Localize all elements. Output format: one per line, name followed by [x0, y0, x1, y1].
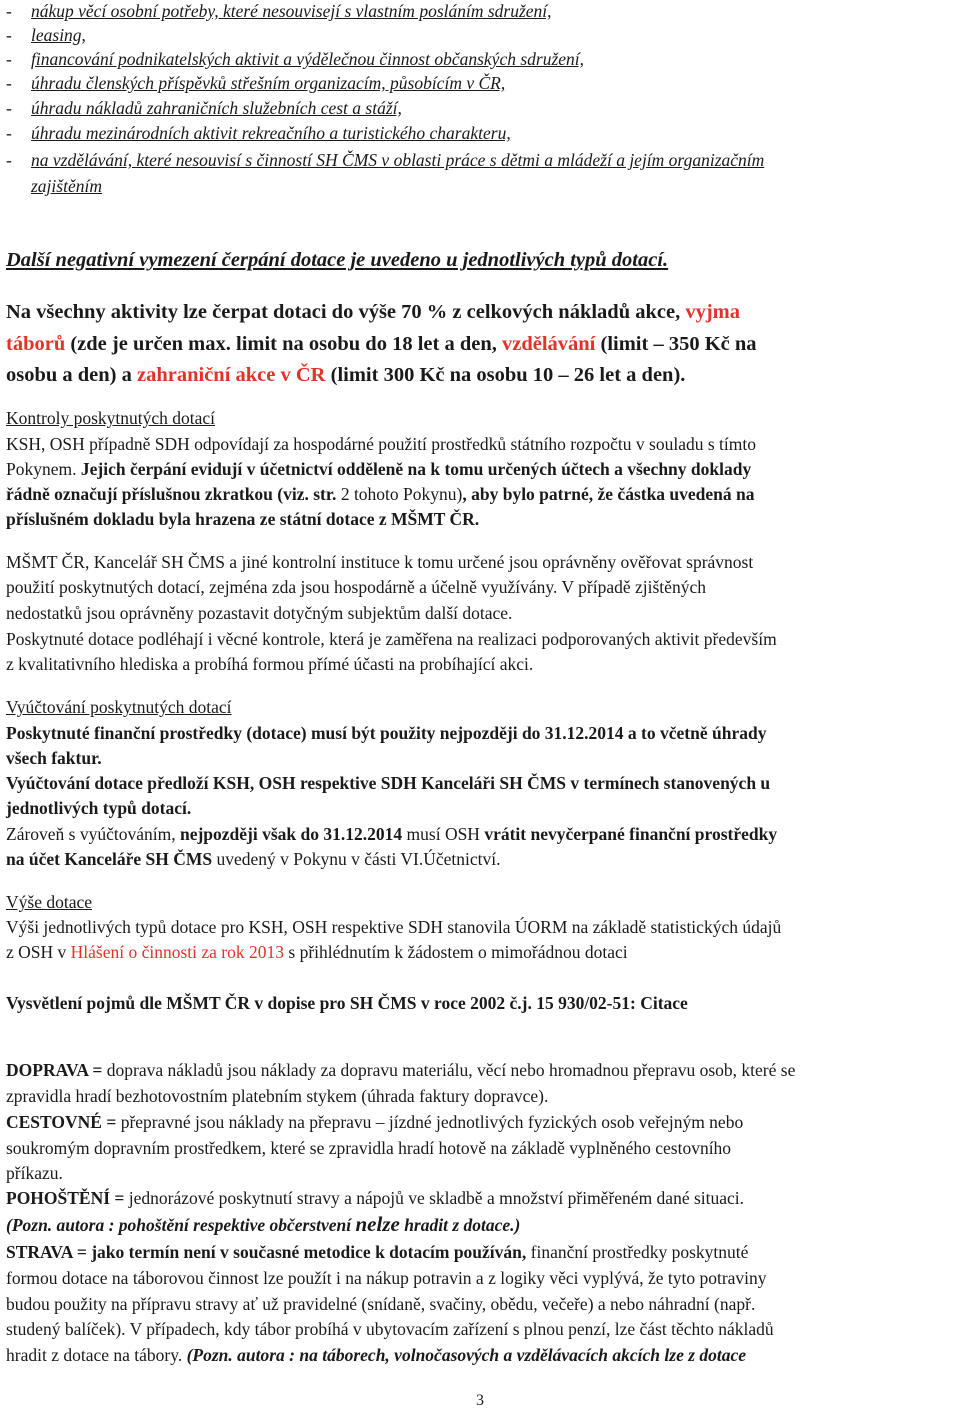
- vyuctovani-text: Poskytnuté finanční prostředky (dotace) musí být použity nejpozději do 31.12.2014 a to včetně úhrady: [6, 723, 767, 743]
- strava-definition: studený balíček). V případech, kdy tábor probíhá v ubytovacím zařízení s plnou penzí, lze část těchto nákladů: [6, 1319, 774, 1339]
- negative-limits-heading: Další negativní vymezení čerpání dotace je uvedeno u jednotlivých typů dotací.: [6, 249, 669, 271]
- kontroly-text: řádně označují příslušnou zkratkou (viz. str. 2 tohoto Pokynu), aby bylo patrné, že částka uvedená na: [6, 484, 755, 504]
- strava-definition: STRAVA = jako termín není v současné metodice k dotacím používán, finanční prostředky poskytnuté: [6, 1242, 749, 1262]
- strava-definition: hradit z dotace na tábory. (Pozn. autora : na táborech, volnočasových a vzdělávacích akcích lze z dotace: [6, 1345, 747, 1365]
- bullet-item: - financování podnikatelských aktivit a výdělečnou činnost občanských sdružení,: [6, 49, 585, 69]
- author-note: (Pozn. autora : pohoštění respektive občerstvení nelze hradit z dotace.): [6, 1212, 521, 1236]
- bullet-item: - úhradu mezinárodních aktivit rekreačního a turistického charakteru,: [6, 123, 511, 143]
- bullet-item: - nákup věcí osobní potřeby, které nesouvisejí s vlastním posláním sdružení,: [6, 1, 552, 21]
- cestovne-definition: příkazu.: [6, 1163, 63, 1183]
- kontroly-text: Pokynem. Jejich čerpání evidují v účetnictví odděleně na k tomu určených účtech a všechny doklady: [6, 459, 752, 479]
- vyuctovani-heading: Vyúčtování poskytnutých dotací: [6, 697, 232, 717]
- limits-line-2: táborů (zde je určen max. limit na osobu do 18 let a den, vzdělávání (limit – 350 Kč na: [6, 333, 757, 355]
- page-number: 3: [476, 1392, 484, 1409]
- vyuctovani-text: jednotlivých typů dotací.: [6, 798, 192, 818]
- kontroly-text: nedostatků jsou oprávněny pozastavit dotyčným subjektům další dotace.: [6, 603, 513, 623]
- kontroly-text: Poskytnuté dotace podléhají i věcné kontrole, která je zaměřena na realizaci podporovaných aktivit především: [6, 629, 777, 649]
- limits-line-1: Na všechny aktivity lze čerpat dotaci do výše 70 % z celkových nákladů akce, vyjma: [6, 301, 740, 323]
- strava-definition: formou dotace na táborovou činnost lze použít i na nákup potravin a z logiky věci vyplývá, že tyto potraviny: [6, 1268, 767, 1288]
- vyuctovani-text: na účet Kanceláře SH ČMS uvedený v Pokynu v části VI.Účetnictví.: [6, 849, 501, 869]
- kontroly-text: použití poskytnutých dotací, zejména zda jsou hospodárně a účelně využívány. V případě zjištěných: [6, 577, 706, 597]
- kontroly-text: MŠMT ČR, Kancelář SH ČMS a jiné kontrolní instituce k tomu určené jsou oprávněny ověřovat správnost: [6, 552, 754, 572]
- kontroly-text: z kvalitativního hlediska a probíhá formou přímé účasti na probíhající akci.: [6, 654, 534, 674]
- strava-definition: budou použity na přípravu stravy ať už pravidelné (snídaně, svačiny, obědu, večeře) a nebo náhradní (např.: [6, 1294, 756, 1314]
- cestovne-definition: soukromým dopravním prostředkem, které se zpravidla hradí hotově na základě vyplněného cestovního: [6, 1138, 732, 1158]
- vyse-heading: Výše dotace: [6, 892, 93, 912]
- cestovne-definition: CESTOVNÉ = přepravné jsou náklady na přepravu – jízdné jednotlivých fyzických osob veřejným nebo: [6, 1112, 744, 1132]
- bullet-item: - na vzdělávání, které nesouvisí s činností SH ČMS v oblasti práce s dětmi a mládeží a jejím organizačním: [6, 150, 765, 170]
- vyse-text: Výši jednotlivých typů dotace pro KSH, OSH respektive SDH stanovila ÚORM na základě statistických údajů: [6, 917, 782, 937]
- kontroly-text: příslušném dokladu byla hrazena ze státní dotace z MŠMT ČR.: [6, 509, 480, 529]
- vyuctovani-text: Vyúčtování dotace předloží KSH, OSH respektive SDH Kanceláři SH ČMS v termínech stanovených u: [6, 773, 771, 793]
- bullet-item: - úhradu nákladů zahraničních služebních cest a stáží,: [6, 98, 402, 118]
- kontroly-heading: Kontroly poskytnutých dotací: [6, 408, 216, 428]
- bullet-item: zajištěním: [31, 176, 102, 196]
- limits-line-3: osobu a den) a zahraniční akce v ČR (limit 300 Kč na osobu 10 – 26 let a den).: [6, 364, 686, 386]
- vyuctovani-text: Zároveň s vyúčtováním, nejpozději však do 31.12.2014 musí OSH vrátit nevyčerpané finanční prostředky: [6, 824, 778, 844]
- doprava-definition: zpravidla hradí bezhotovostním platebním stykem (úhrada faktury dopravce).: [6, 1086, 549, 1106]
- kontroly-text: KSH, OSH případně SDH odpovídají za hospodárné použití prostředků státního rozpočtu v souladu s tímto: [6, 434, 756, 454]
- vyse-text: z OSH v Hlášení o činnosti za rok 2013 s přihlédnutím k žádostem o mimořádnou dotaci: [6, 942, 628, 962]
- bullet-item: - úhradu členských příspěvků střešním organizacím, působícím v ČR,: [6, 73, 506, 93]
- vyuctovani-text: všech faktur.: [6, 748, 102, 768]
- doprava-definition: DOPRAVA = doprava nákladů jsou náklady za dopravu materiálu, věcí nebo hromadnou přepravu osob, které se: [6, 1060, 796, 1080]
- vysvetleni-heading: Vysvětlení pojmů dle MŠMT ČR v dopise pro SH ČMS v roce 2002 č.j. 15 930/02-51: Citace: [6, 993, 688, 1013]
- bullet-item: - leasing,: [6, 25, 86, 45]
- pohosteni-definition: POHOŠTĚNÍ = jednorázové poskytnutí stravy a nápojů ve skladbě a množství přiměřeném dané situaci.: [6, 1188, 745, 1208]
